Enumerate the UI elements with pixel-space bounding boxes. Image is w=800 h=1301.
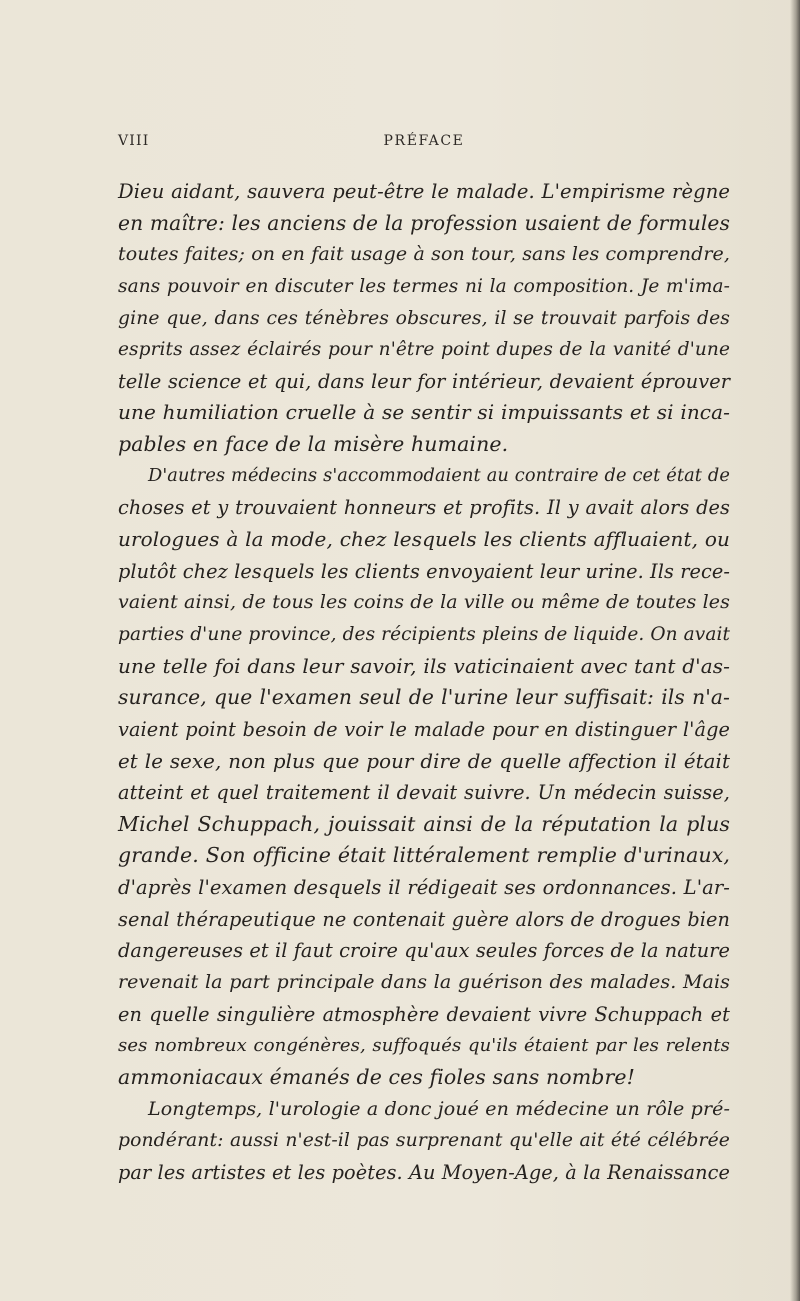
text-line: senal thérapeutique ne contenait guère alors de drogues bien bbox=[118, 907, 730, 931]
text-line: par les artistes et les poètes. Au Moyen-Age, à la Renaissance bbox=[118, 1160, 730, 1184]
text-line: surance, que l'examen seul de l'urine leur suffisait: ils n'a- bbox=[118, 685, 730, 710]
text-line: grande. Son officine était littéralement remplie d'urinaux, bbox=[118, 843, 730, 868]
text-line: Michel Schuppach, jouissait ainsi de la réputation la plus bbox=[118, 811, 730, 836]
text-line: ses nombreux congénères, suffoqués qu'ils étaient par les relents bbox=[118, 1035, 730, 1057]
text-line: Longtemps, l'urologie a donc joué en médecine un rôle pré- bbox=[148, 1097, 730, 1120]
text-line: une humiliation cruelle à se sentir si impuissants et si inca- bbox=[118, 400, 730, 425]
text-line: d'après l'examen desquels il rédigeait ses ordonnances. L'ar- bbox=[118, 876, 730, 900]
running-title: PRÉFACE bbox=[383, 133, 465, 149]
text-line: sans pouvoir en discuter les termes ni la composition. Je m'ima- bbox=[118, 275, 730, 297]
text-line: vaient ainsi, de tous les coins de la ville ou même de toutes les bbox=[118, 591, 730, 614]
page-number: VIII bbox=[118, 133, 150, 149]
text-line: en maître: les anciens de la profession usaient de formules bbox=[118, 210, 730, 235]
text-line: D'autres médecins s'accommodaient au contraire de cet état de bbox=[148, 465, 730, 486]
text-line: une telle foi dans leur savoir, ils vaticinaient avec tant d'as- bbox=[118, 653, 730, 678]
text-line: en quelle singulière atmosphère devaient vivre Schuppach et bbox=[118, 1002, 730, 1026]
text-line: atteint et quel traitement il devait suivre. Un médecin suisse, bbox=[118, 781, 730, 805]
text-line: vaient point besoin de voir le malade pour en distinguer l'âge bbox=[118, 717, 730, 741]
text-line: revenait la part principale dans la guérison des malades. Mais bbox=[118, 971, 730, 994]
text-line: et le sexe, non plus que pour dire de quelle affection il était bbox=[118, 749, 730, 773]
text-line: choses et y trouvaient honneurs et profits. Il y avait alors des bbox=[118, 496, 730, 520]
text-line: Dieu aidant, sauvera peut-être le malade. L'empirisme règne bbox=[118, 180, 730, 203]
text-line: plutôt chez lesquels les clients envoyaient leur urine. Ils rece- bbox=[118, 559, 730, 583]
running-head bbox=[118, 133, 730, 153]
text-line: parties d'une province, des récipients pleins de liquide. On avait bbox=[118, 623, 730, 645]
text-line: urologues à la mode, chez lesquels les clients affluaient, ou bbox=[118, 527, 730, 552]
text-line: pondérant: aussi n'est-il pas surprenant qu'elle ait été célébrée bbox=[118, 1130, 730, 1152]
body-text bbox=[118, 176, 730, 1189]
text-line: toutes faites; on en fait usage à son tour, sans les comprendre, bbox=[118, 243, 730, 266]
text-line: pables en face de la misère humaine. bbox=[118, 432, 509, 457]
page-edge-shadow bbox=[790, 0, 800, 1301]
text-line: esprits assez éclairés pour n'être point dupes de la vanité d'une bbox=[118, 339, 730, 361]
text-line: dangereuses et il faut croire qu'aux seules forces de la nature bbox=[118, 939, 730, 963]
text-line: gine que, dans ces ténèbres obscures, il se trouvait parfois des bbox=[118, 307, 730, 329]
text-line: telle science et qui, dans leur for intérieur, devaient éprouver bbox=[118, 369, 730, 393]
text-line: ammoniacaux émanés de ces fioles sans nombre! bbox=[118, 1064, 635, 1089]
